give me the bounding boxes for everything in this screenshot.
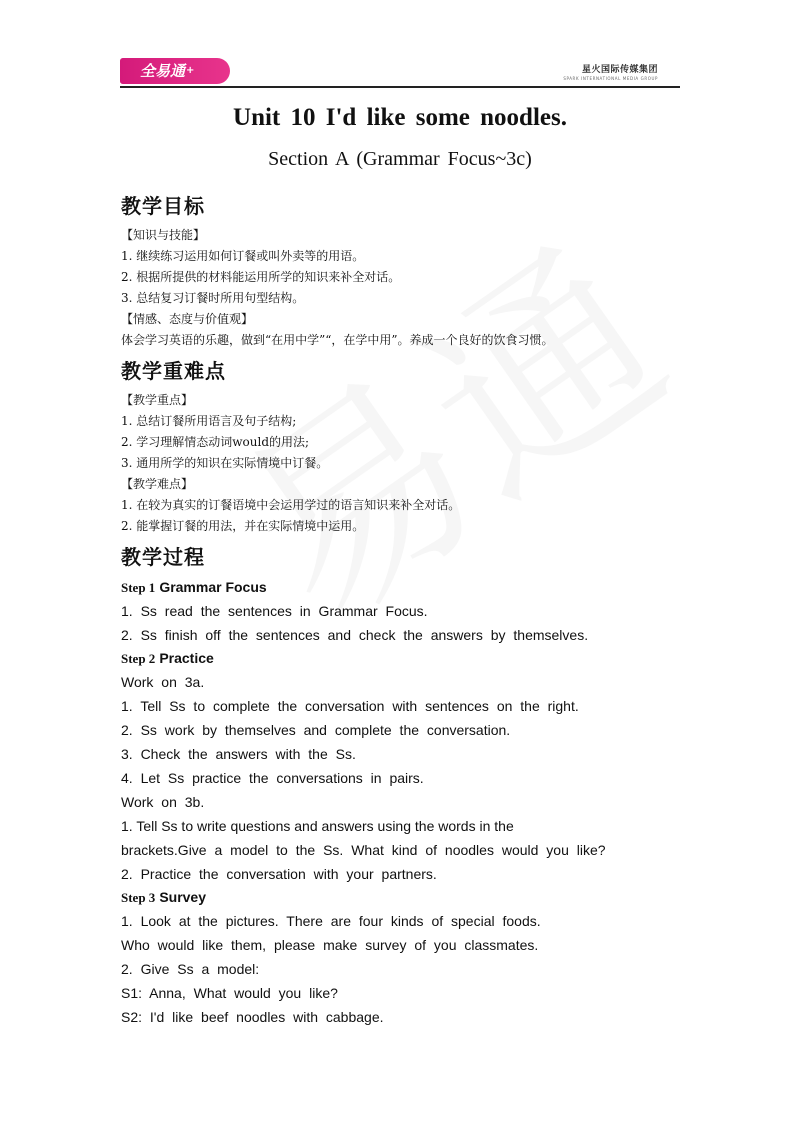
step-line: 1. Look at the pictures. There are four kinds of special foods. [121,913,541,929]
step-line: Who would like them, please make survey of you classmates. [121,937,539,953]
keypoints-line: 1. 在较为真实的订餐语境中会运用学过的语言知识来补全对话。 [121,498,461,512]
step-line: 2. Ss work by themselves and complete the conversation. [121,722,511,738]
objectives-line: 2. 根据所提供的材料能运用所学的知识来补全对话。 [121,270,401,284]
logo-text: 全易通 [140,62,186,80]
logo [120,58,230,84]
objectives-line: 【知识与技能】 [121,228,206,242]
objectives-line: 【情感、态度与价值观】 [121,312,254,326]
step-name: Grammar Focus [159,579,267,595]
section-heading-objectives: 教学目标 [121,194,205,218]
step-line: 2. Give Ss a model: [121,961,260,977]
step-heading [121,647,681,670]
step-line: 1. Tell Ss to write questions and answers using the words in the [121,818,514,834]
keypoints-line: 【教学难点】 [121,477,194,491]
step-label: Step 3 [121,890,156,905]
step-line: Work on 3a. [121,674,205,690]
step-line: Work on 3b. [121,794,205,810]
step-name: Practice [159,650,214,666]
objectives-list [121,225,681,351]
section-heading-keypoints: 教学重难点 [121,359,226,383]
step-line: 3. Check the answers with the Ss. [121,746,356,762]
step-line: 2. Practice the conversation with your partners. [121,866,437,882]
document-body [121,186,681,1029]
step-line: brackets.Give a model to the Ss. What kind of noodles would you like? [121,842,606,858]
keypoints-list [121,390,681,537]
step-line: 1. Ss read the sentences in Grammar Focus. [121,603,428,619]
keypoints-line: 3. 通用所学的知识在实际情境中订餐。 [121,456,329,470]
step-label: Step 2 [121,651,156,666]
page-header [120,56,680,88]
brand-mark [563,62,658,81]
step-line: 1. Tell Ss to complete the conversation with sentences on the right. [121,698,579,714]
page-subtitle: Section A (Grammar Focus~3c) [268,148,532,170]
keypoints-line: 1. 总结订餐所用语言及句子结构; [121,414,297,428]
step-line: 2. Ss finish off the sentences and check the answers by themselves. [121,627,589,643]
step-label: Step 1 [121,580,156,595]
step-line: S2: I'd like beef noodles with cabbage. [121,1009,384,1025]
step-line: S1: Anna, What would you like? [121,985,338,1001]
step-line: 4. Let Ss practice the conversations in pairs. [121,770,424,786]
step-heading [121,886,681,909]
objectives-line: 3. 总结复习订餐时所用句型结构。 [121,291,305,305]
step-name: Survey [159,889,207,905]
objectives-line: 1. 继续练习运用如何订餐或叫外卖等的用语。 [121,249,365,263]
section-heading-process: 教学过程 [121,545,205,569]
keypoints-line: 2. 能掌握订餐的用法，并在实际情境中运用。 [121,519,365,533]
step-heading [121,576,681,599]
brand-name-en: SPARK INTERNATIONAL MEDIA GROUP [563,76,658,81]
page-title: Unit 10 I'd like some noodles. [233,104,567,131]
keypoints-line: 2. 学习理解情态动词would的用法; [121,435,310,449]
brand-name-cn: 星火国际传媒集团 [581,65,658,75]
keypoints-line: 【教学重点】 [121,393,194,407]
objectives-line: 体会学习英语的乐趣，做到“在用中学”“，在学中用”。养成一个良好的饮食习惯。 [121,333,554,347]
logo-star: + [186,65,195,76]
header-divider [120,86,680,88]
